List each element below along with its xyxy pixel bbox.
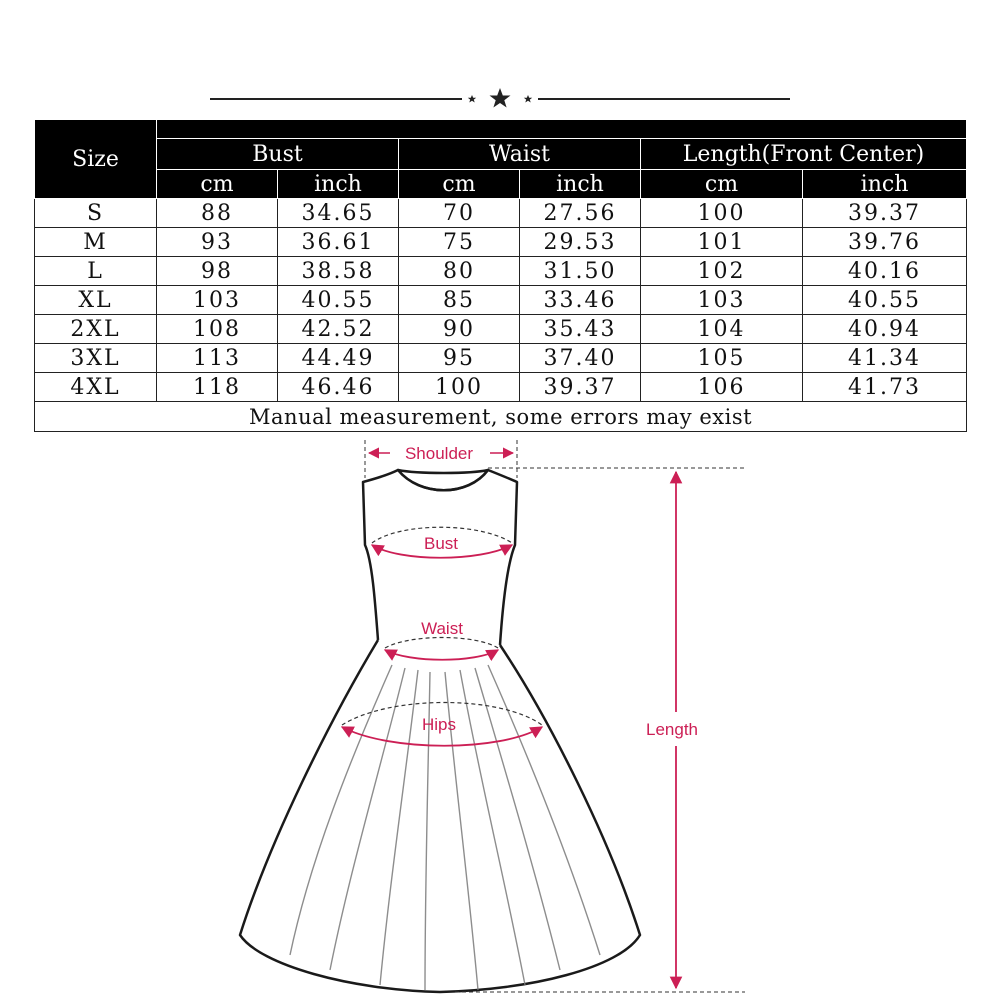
hips-label: Hips	[421, 715, 457, 734]
table-cell: 100	[399, 373, 520, 402]
unit-header: inch	[278, 170, 399, 199]
size-cell: XL	[35, 286, 157, 315]
dress-diagram	[0, 435, 1000, 1000]
table-row	[35, 228, 967, 257]
table-cell: 93	[157, 228, 278, 257]
table-cell: 44.49	[278, 344, 399, 373]
table-cell: 46.46	[278, 373, 399, 402]
table-cell: 90	[399, 315, 520, 344]
table-cell: 85	[399, 286, 520, 315]
table-cell: 113	[157, 344, 278, 373]
table-cell: 35.43	[520, 315, 641, 344]
table-cell: 27.56	[520, 199, 641, 228]
table-row	[35, 199, 967, 228]
table-row	[35, 286, 967, 315]
table-cell: 104	[641, 315, 803, 344]
table-cell: 98	[157, 257, 278, 286]
size-cell: S	[35, 199, 157, 228]
table-cell: 105	[641, 344, 803, 373]
size-cell: 4XL	[35, 373, 157, 402]
table-row	[35, 373, 967, 402]
bust-measure	[372, 527, 512, 558]
header-top-band	[157, 120, 967, 139]
size-cell: 3XL	[35, 344, 157, 373]
unit-header: inch	[803, 170, 967, 199]
table-cell: 39.37	[520, 373, 641, 402]
table-row	[35, 315, 967, 344]
size-header: Size	[35, 120, 157, 199]
unit-header: cm	[399, 170, 520, 199]
table-cell: 40.55	[803, 286, 967, 315]
length-label: Length	[646, 720, 698, 739]
table-cell: 29.53	[520, 228, 641, 257]
bust-label: Bust	[423, 534, 459, 553]
table-cell: 103	[157, 286, 278, 315]
table-cell: 42.52	[278, 315, 399, 344]
table-cell: 108	[157, 315, 278, 344]
table-cell: 95	[399, 344, 520, 373]
table-cell: 106	[641, 373, 803, 402]
table-cell: 36.61	[278, 228, 399, 257]
table-cell: 118	[157, 373, 278, 402]
table-cell: 34.65	[278, 199, 399, 228]
table-cell: 75	[399, 228, 520, 257]
waist-label: Waist	[421, 619, 463, 638]
shoulder-measure	[369, 444, 513, 463]
size-chart-table	[34, 119, 967, 432]
table-cell: 80	[399, 257, 520, 286]
table-cell: 40.94	[803, 315, 967, 344]
small-star-icon	[468, 95, 476, 103]
table-cell: 102	[641, 257, 803, 286]
bust-header: Bust	[157, 139, 399, 170]
unit-header: inch	[520, 170, 641, 199]
table-cell: 41.73	[803, 373, 967, 402]
shoulder-label: Shoulder	[404, 444, 474, 463]
hips-measure	[342, 703, 542, 746]
table-row	[35, 344, 967, 373]
table-cell: 38.58	[278, 257, 399, 286]
table-row	[35, 257, 967, 286]
table-cell: 88	[157, 199, 278, 228]
size-cell: 2XL	[35, 315, 157, 344]
waist-header: Waist	[399, 139, 641, 170]
table-cell: 103	[641, 286, 803, 315]
small-star-icon	[524, 95, 532, 103]
unit-header: cm	[641, 170, 803, 199]
ornament-divider	[200, 84, 800, 114]
table-cell: 33.46	[520, 286, 641, 315]
table-cell: 40.16	[803, 257, 967, 286]
length-header: Length(Front Center)	[641, 139, 967, 170]
measurement-note: Manual measurement, some errors may exist	[35, 402, 967, 432]
unit-header: cm	[157, 170, 278, 199]
table-cell: 41.34	[803, 344, 967, 373]
table-cell: 40.55	[278, 286, 399, 315]
table-cell: 101	[641, 228, 803, 257]
table-cell: 39.37	[803, 199, 967, 228]
table-cell: 37.40	[520, 344, 641, 373]
length-measure	[646, 472, 698, 988]
table-cell: 70	[399, 199, 520, 228]
star-icon	[490, 88, 511, 108]
waist-measure	[385, 619, 498, 660]
size-cell: M	[35, 228, 157, 257]
table-cell: 39.76	[803, 228, 967, 257]
size-cell: L	[35, 257, 157, 286]
table-cell: 31.50	[520, 257, 641, 286]
table-cell: 100	[641, 199, 803, 228]
